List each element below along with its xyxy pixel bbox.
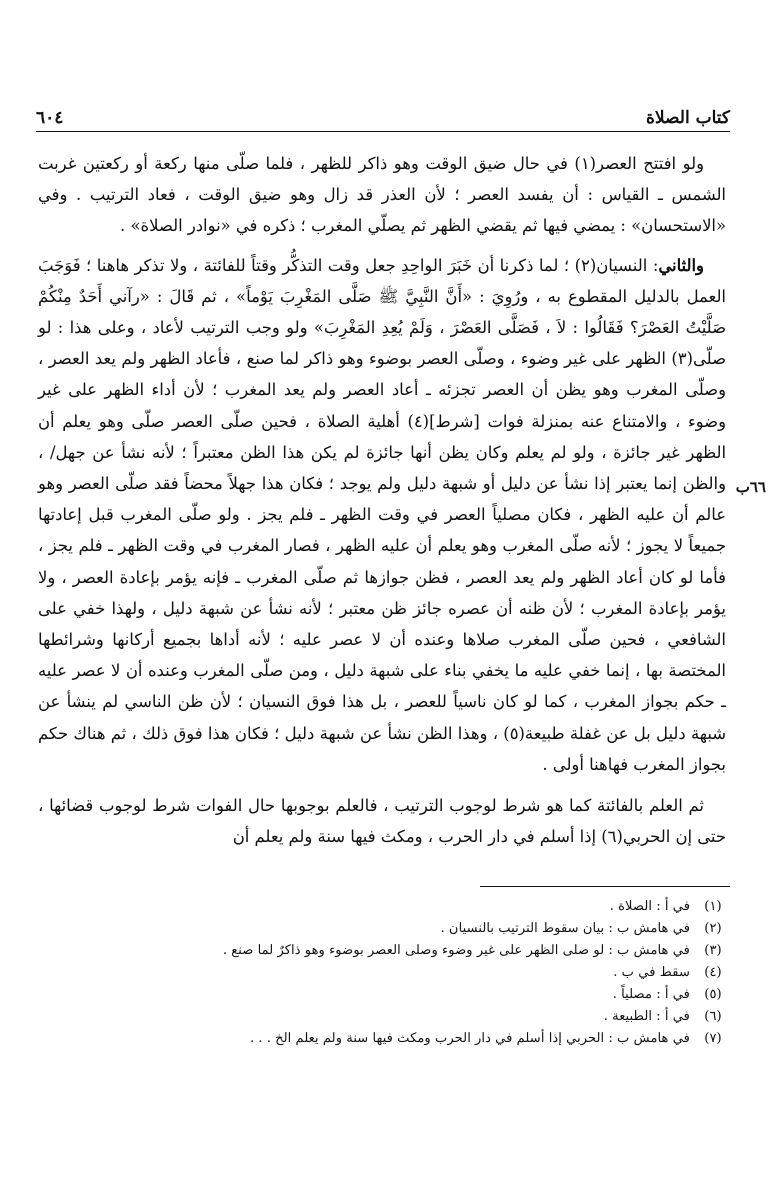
footnote-text: في أ : الصلاة . [609,899,690,914]
footnote [38,918,726,940]
paragraph-2-text: : النسيان(٢) ؛ لما ذكرنا أن خَبَرَ الواحِدِ جعل وقت التذكُّر وقتاً للفائتة ، ولا تذكر هاهنا ؛ فَوَجَبَ العمل بالدليل المقطوع به ، ورُوِيَ : «أَنَّ النَّبِيَّ ﷺ صَلَّى المَغْرِبَ يَوْماً» ، ثم قَالَ : «رآني أَحَدٌ مِنْكُمْ صَلَّيْتُ العَصْرَ؟ فَقَالُوا : لاَ ، فَصَلَّى العَصْرَ ، وَلَمْ يُعِدِ المَغْرِبَ» ولو وجب الترتيب لأعاد ، وعلى هذا : لو صلّى(٣) الظهر على غير وضوء ، وصلّى العصر بوضوء وهو ذاكر لما صنع ، فأعاد الظهر ولم يعد العصر ، وصلّى المغرب وهو يظن أن العصر تجزئه ـ أعاد العصر ولم يعد المغرب ؛ لأن أداء الظهر على غير وضوء ، والامتناع عنه بمنزلة فوات [شرط](٤) أهلية الصلاة ، فحين صلّى العصر صلّى وهو يعلم أن الظهر غير جائزة ، ولو لم يعلم وكان يظن أنها جائزة لم يكن هذا الظن معتبراً ؛ لأنه نشأ عن جهل/ ، والظن إنما يعتبر إذا نشأ عن دليل أو شبهة دليل ولم يوجد ؛ فكان هذا جهلاً محضاً فقد صلّى العصر وهو عالم أن عليه الظهر ، فكان مصلياً العصر في وقت الظهر ـ فلم يجز . ولو صلّى المغرب قبل إعادتها جميعاً لا يجوز ؛ لأنه صلّى المغرب وهو يعلم أن عليه الظهر ، فصار المغرب في وقت الظهر ـ فلم يجز ، فأما لو كان أعاد الظهر ولم يعد العصر ، فظن جوازها ثم صلّى المغرب ـ فإنه يؤمر بإعادة العصر ، ولا يؤمر بإعادة المغرب ؛ لأن ظنه أن عصره جائز ظن معتبر ؛ لأنه نشأ عن شبهة دليل ، ولهذا خفي على الشافعي ، فحين صلّى المغرب صلاها وعنده أن لا عصر عليه ؛ لأنه أداها بجميع أركانها وشرائطها المختصة بها ، إنما خفي عليه ما يخفي بناء على شبهة دليل ، ومن صلّى المغرب وعنده أن لا عصر عليه ـ حكم بجواز المغرب ، كما لو كان ناسياً للعصر ، بل هذا فوق النسيان ؛ لأن ظن الناسي لم ينشأ عن شبهة دليل بل عن غفلة طبيعة(٥) ، وهذا الظن نشأ عن شبهة دليل ؛ فكان هذا فوق ذلك ، ثم هناك حكم بجواز المغرب فهاهنا أولى . [38,255,726,774]
footnote-text: في هامش ب : الحربي إذا أسلم في دار الحرب ومكث فيها سنة ولم يعلم الخ . . . [250,1031,690,1046]
paragraph-lead: والثاني [658,255,704,275]
manuscript-folio-marker: ٦٦ب [735,478,766,496]
footnote [38,1028,726,1050]
footnote-text: في هامش ب : بيان سقوط الترتيب بالنسيان . [440,921,690,936]
footnote-separator [480,886,730,887]
running-header [36,106,730,128]
footnote-text: في هامش ب : لو صلى الظهر على غير وضوء وصلى العصر بوضوء وهو ذاكرٌ لما صنع . [222,943,690,958]
footnote-number: (٤) [704,965,722,980]
footnote-number: (٢) [704,921,722,936]
paragraph-2 [38,250,726,780]
footnote [38,940,726,962]
footnote-number: (٥) [704,987,722,1002]
header-rule [36,131,730,132]
footnote-number: (٦) [704,1009,722,1024]
footnote [38,1006,726,1028]
main-text [38,148,726,860]
footnote-number: (٧) [704,1031,722,1046]
footnotes [38,896,726,1050]
footnote-text: في أ : مصلياً . [612,987,690,1002]
footnote-number: (١) [704,899,722,914]
footnote [38,984,726,1006]
paragraph-3: ثم العلم بالفائتة كما هو شرط لوجوب الترتيب ، فالعلم بوجوبها حال الفوات شرط لوجوب قضائها ، حتى إن الحربي(٦) إذا أسلم في دار الحرب ، ومكث فيها سنة ولم يعلم أن [38,796,726,847]
footnote [38,896,726,918]
footnote-text: في أ : الطبيعة . [603,1009,690,1024]
footnote-text: سقط في ب . [613,965,690,980]
page-number: ٦٠٤ [36,108,64,128]
paragraph-1: ولو افتتح العصر(١) في حال ضيق الوقت وهو ذاكر للظهر ، فلما صلّى منها ركعة أو ركعتين غربت الشمس ـ القياس : أن يفسد العصر ؛ لأن العذر قد زال وهو ضيق الوقت ، فعاد الترتيب . وفي «الاستحسان» : يمضي فيها ثم يقضي الظهر ثم يصلّي المغرب ؛ ذكره في «نوادر الصلاة» . [38,154,726,236]
book-title: كتاب الصلاة [645,108,730,128]
footnote [38,962,726,984]
footnote-number: (٣) [704,943,722,958]
